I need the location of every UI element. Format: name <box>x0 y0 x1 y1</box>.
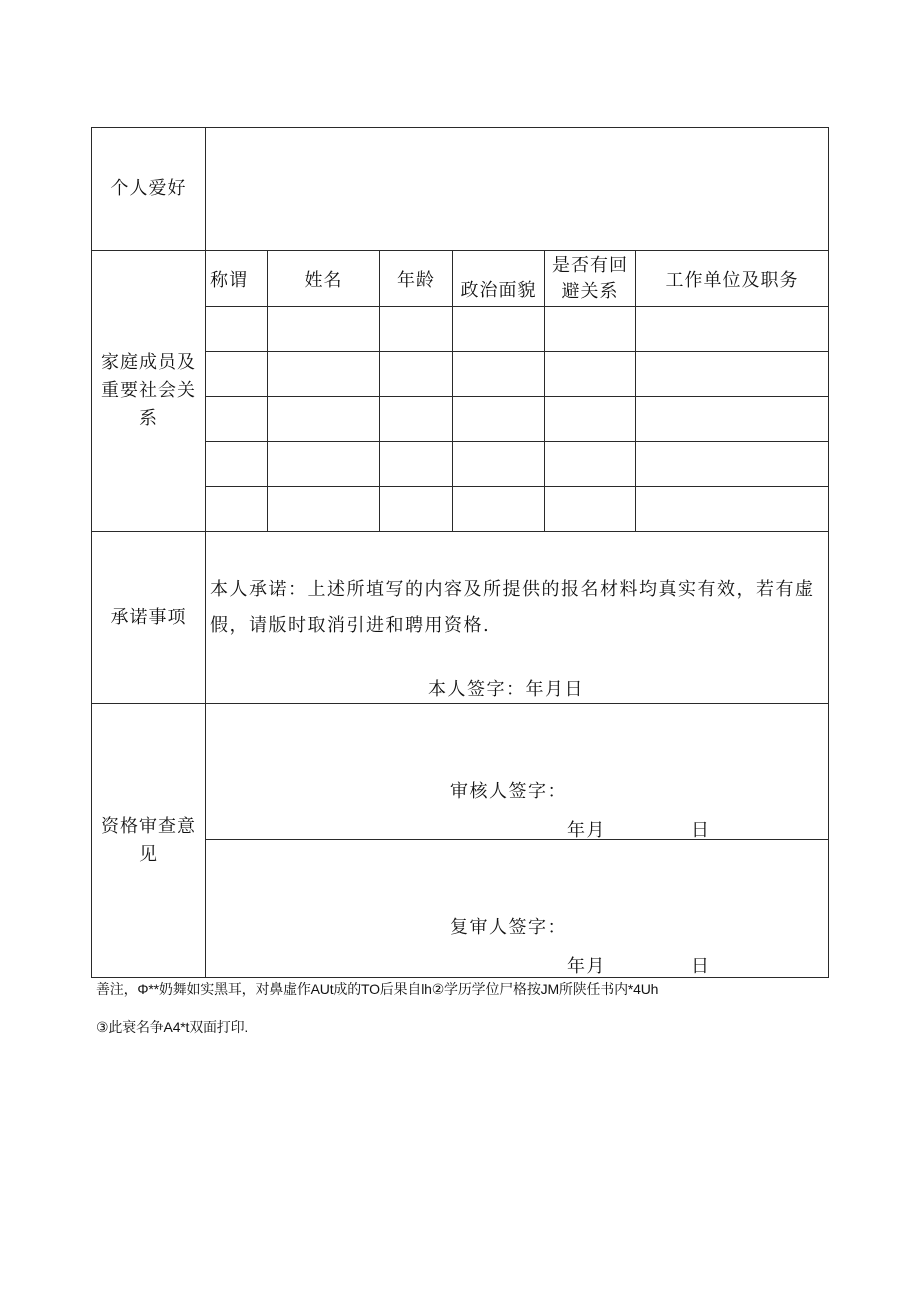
family-header-age: 年龄 <box>380 251 453 307</box>
family-cell[interactable] <box>453 307 545 352</box>
family-cell[interactable] <box>453 487 545 532</box>
family-header-title: 称谓 <box>206 251 268 307</box>
family-cell[interactable] <box>453 442 545 487</box>
family-cell[interactable] <box>545 307 636 352</box>
review-label: 资格审查意见 <box>92 704 206 978</box>
footnote-line-1: 善注，Φ**奶舞如实黑耳，对鼻虛作AUt成的TO后果自lh②学历学位尸格按JM所陕任书内*4Uh <box>96 981 659 997</box>
promise-text: 本人承诺：上述所埴写的内容及所提供的报名材料均真实有效，若有虚假，请版时取消引进和聘用资格. <box>210 579 815 636</box>
family-cell[interactable] <box>268 442 380 487</box>
family-cell[interactable] <box>636 352 829 397</box>
family-cell[interactable] <box>380 442 453 487</box>
review-first-content <box>206 704 829 840</box>
hobby-value[interactable] <box>206 128 829 251</box>
review-second-content <box>206 840 829 978</box>
promise-signature[interactable]: 本人签字：年月日 <box>428 679 584 700</box>
promise-label: 承诺事项 <box>92 532 206 704</box>
promise-row <box>92 532 829 704</box>
family-cell[interactable] <box>206 307 268 352</box>
family-cell[interactable] <box>453 352 545 397</box>
family-header-employer: 工作单位及职务 <box>636 251 829 307</box>
family-cell[interactable] <box>206 442 268 487</box>
family-cell[interactable] <box>545 352 636 397</box>
family-cell[interactable] <box>380 352 453 397</box>
family-label: 家庭成员及重要社会关系 <box>92 251 206 532</box>
family-cell[interactable] <box>206 352 268 397</box>
reviewer-signature[interactable]: 审核人签字： <box>450 781 567 802</box>
family-header-political: 政治面貌 <box>453 251 545 307</box>
family-cell[interactable] <box>636 442 829 487</box>
family-cell[interactable] <box>380 397 453 442</box>
review-row-first <box>92 704 829 840</box>
family-cell[interactable] <box>380 307 453 352</box>
family-cell[interactable] <box>206 487 268 532</box>
family-cell[interactable] <box>268 397 380 442</box>
family-cell[interactable] <box>268 307 380 352</box>
family-cell[interactable] <box>206 397 268 442</box>
family-cell[interactable] <box>636 397 829 442</box>
family-cell[interactable] <box>268 352 380 397</box>
hobby-row <box>92 128 829 251</box>
family-cell[interactable] <box>453 397 545 442</box>
family-cell[interactable] <box>545 487 636 532</box>
family-cell[interactable] <box>545 442 636 487</box>
registration-form-table <box>91 127 829 978</box>
family-header-row <box>92 251 829 307</box>
family-cell[interactable] <box>268 487 380 532</box>
footnote-line-2: ③此衰名争A4*t双面打印. <box>96 1019 249 1035</box>
family-cell[interactable] <box>545 397 636 442</box>
reviewer-day: 日 <box>691 820 710 841</box>
re-reviewer-year-month: 年月 <box>567 956 606 977</box>
promise-content <box>206 532 829 704</box>
reviewer-year-month: 年月 <box>567 820 606 841</box>
family-cell[interactable] <box>636 487 829 532</box>
family-cell[interactable] <box>636 307 829 352</box>
family-header-avoidance: 是否有回避关系 <box>545 251 636 307</box>
family-cell[interactable] <box>380 487 453 532</box>
hobby-label: 个人爱好 <box>92 128 206 251</box>
re-reviewer-day: 日 <box>691 956 710 977</box>
re-reviewer-signature[interactable]: 复审人签字： <box>450 917 567 938</box>
family-header-name: 姓名 <box>268 251 380 307</box>
